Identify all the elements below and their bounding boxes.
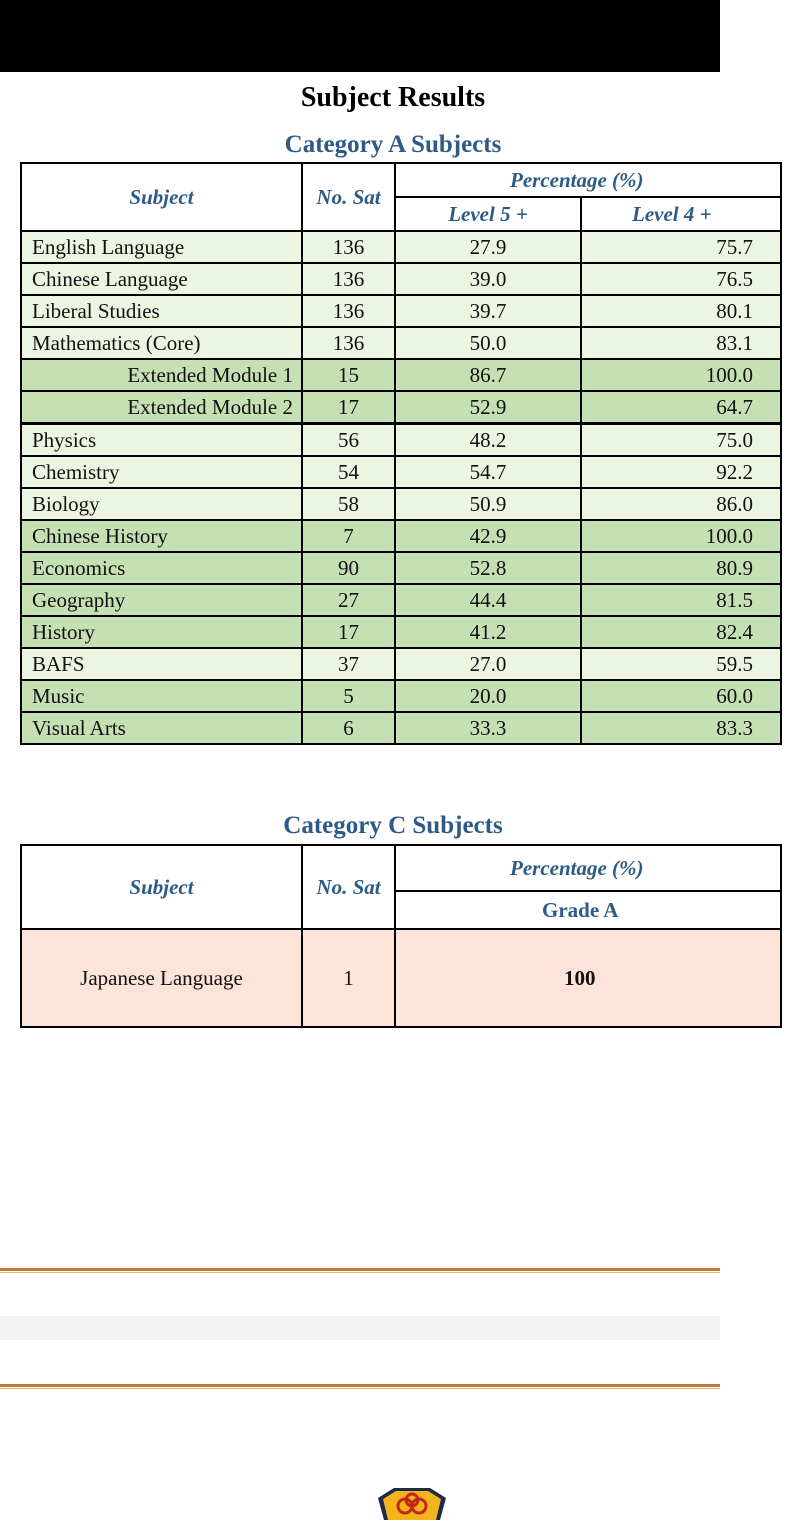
row-no-sat: 17 (302, 616, 395, 648)
table-row (21, 648, 781, 680)
row-subject: Economics (21, 552, 302, 584)
table-row (21, 424, 781, 457)
table-row (21, 520, 781, 552)
row-subject: Geography (21, 584, 302, 616)
row-no-sat: 56 (302, 424, 395, 457)
header-level5: Level 5 + (395, 197, 581, 231)
category-c-table (20, 844, 782, 1028)
row-no-sat: 5 (302, 680, 395, 712)
category-c-title: Category C Subjects (283, 812, 503, 839)
row-level4: 60.0 (581, 680, 781, 712)
table-row (21, 680, 781, 712)
row-level4: 92.2 (581, 456, 781, 488)
row-level4: 83.1 (581, 327, 781, 359)
row-level4: 59.5 (581, 648, 781, 680)
table-row (21, 231, 781, 263)
row-level5: 44.4 (395, 584, 581, 616)
row-level4: 75.0 (581, 424, 781, 457)
row-subject: History (21, 616, 302, 648)
row-level4: 75.7 (581, 231, 781, 263)
header-subject: Subject (21, 845, 302, 929)
row-level5: 39.7 (395, 295, 581, 327)
row-level4: 64.7 (581, 391, 781, 424)
row-level4: 80.1 (581, 295, 781, 327)
row-no-sat: 136 (302, 231, 395, 263)
row-subject: Extended Module 2 (21, 391, 302, 424)
row-level4: 83.3 (581, 712, 781, 744)
table-row (21, 359, 781, 391)
category-a-title: Category A Subjects (284, 131, 502, 158)
row-level5: 52.9 (395, 391, 581, 424)
row-level5: 50.9 (395, 488, 581, 520)
row-level5: 33.3 (395, 712, 581, 744)
divider-top-shadow (0, 1272, 720, 1273)
row-level4: 82.4 (581, 616, 781, 648)
row-level5: 48.2 (395, 424, 581, 457)
table-row (21, 263, 781, 295)
row-no-sat: 58 (302, 488, 395, 520)
row-level4: 100.0 (581, 359, 781, 391)
row-level4: 81.5 (581, 584, 781, 616)
table-row (21, 391, 781, 424)
category-a-table (20, 162, 782, 745)
row-subject: Physics (21, 424, 302, 457)
row-subject: Biology (21, 488, 302, 520)
row-level4: 80.9 (581, 552, 781, 584)
row-level5: 42.9 (395, 520, 581, 552)
school-crest-icon (374, 1486, 450, 1526)
row-no-sat: 136 (302, 295, 395, 327)
table-row (21, 616, 781, 648)
row-no-sat: 15 (302, 359, 395, 391)
header-subject: Subject (21, 163, 302, 231)
divider-bottom (0, 1384, 720, 1387)
row-subject: English Language (21, 231, 302, 263)
table-row (21, 552, 781, 584)
table-row (21, 712, 781, 744)
row-level5: 27.0 (395, 648, 581, 680)
row-no-sat: 6 (302, 712, 395, 744)
row-level5: 41.2 (395, 616, 581, 648)
header-percentage: Percentage (%) (395, 845, 781, 891)
top-status-bar (0, 0, 720, 72)
row-subject: Liberal Studies (21, 295, 302, 327)
divider-bottom-shadow (0, 1388, 720, 1389)
row-no-sat: 17 (302, 391, 395, 424)
row-level5: 39.0 (395, 263, 581, 295)
row-subject: Music (21, 680, 302, 712)
row-level4: 86.0 (581, 488, 781, 520)
row-level5: 27.9 (395, 231, 581, 263)
row-level5: 86.7 (395, 359, 581, 391)
row-subject: Mathematics (Core) (21, 327, 302, 359)
header-level4: Level 4 + (581, 197, 781, 231)
row-subject: Chinese Language (21, 263, 302, 295)
row-no-sat: 7 (302, 520, 395, 552)
table-row (21, 456, 781, 488)
gray-band (0, 1316, 720, 1340)
row-no-sat: 136 (302, 263, 395, 295)
header-grade-a: Grade A (395, 891, 781, 929)
table-row (21, 295, 781, 327)
row-subject: Japanese Language (21, 929, 302, 1027)
row-no-sat: 54 (302, 456, 395, 488)
row-no-sat: 27 (302, 584, 395, 616)
table-row (21, 929, 781, 1027)
row-no-sat: 136 (302, 327, 395, 359)
row-subject: Extended Module 1 (21, 359, 302, 391)
row-subject: Chemistry (21, 456, 302, 488)
row-level5: 50.0 (395, 327, 581, 359)
row-subject: Visual Arts (21, 712, 302, 744)
table-row (21, 327, 781, 359)
row-subject: BAFS (21, 648, 302, 680)
divider-top (0, 1268, 720, 1271)
header-no-sat: No. Sat (302, 845, 395, 929)
table-row (21, 488, 781, 520)
header-percentage: Percentage (%) (395, 163, 781, 197)
row-grade-a: 100 (395, 929, 781, 1027)
row-level4: 100.0 (581, 520, 781, 552)
row-no-sat: 90 (302, 552, 395, 584)
header-no-sat: No. Sat (302, 163, 395, 231)
row-level5: 54.7 (395, 456, 581, 488)
row-subject: Chinese History (21, 520, 302, 552)
row-no-sat: 37 (302, 648, 395, 680)
page-title: Subject Results (300, 82, 486, 113)
row-level4: 76.5 (581, 263, 781, 295)
row-level5: 20.0 (395, 680, 581, 712)
table-row (21, 584, 781, 616)
row-no-sat: 1 (302, 929, 395, 1027)
row-level5: 52.8 (395, 552, 581, 584)
